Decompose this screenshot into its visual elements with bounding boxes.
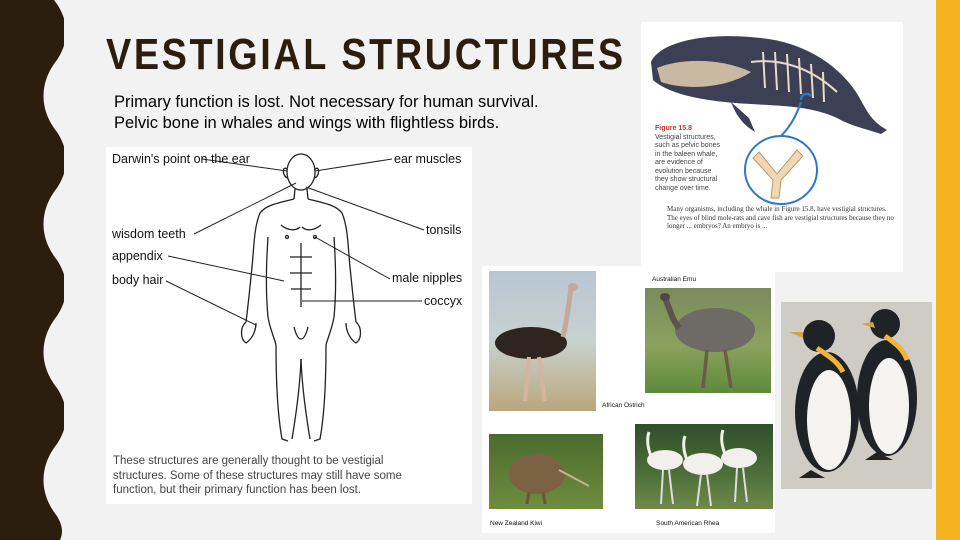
figure-title: Figure 15.8: [655, 125, 692, 132]
label-australian-emu: Australian Emu: [652, 276, 697, 283]
penguins-photo: [781, 302, 932, 489]
kiwi-silhouette: [489, 434, 603, 509]
label-coccyx: coccyx: [424, 294, 463, 308]
label-male-nipples: male nipples: [392, 271, 463, 285]
label-ear-muscles: ear muscles: [394, 152, 462, 166]
ostrich-photo: [489, 271, 596, 411]
diagram-caption: These structures are generally thought to be vestigial structures. Some of these structures may still have some function, but their primary function has been lost.: [113, 455, 402, 496]
label-african-ostrich: African Ostrich: [602, 402, 645, 409]
figure-caption: [655, 125, 721, 193]
left-wavy-band: [0, 0, 64, 540]
emu-photo: [645, 288, 771, 393]
description-line-2: Pelvic bone in whales and wings with flightless birds.: [114, 114, 500, 132]
label-darwins-point: Darwin's point on the ear: [112, 152, 250, 166]
textbook-excerpt: Many organisms, including the whale in Figure 15.8, have vestigial structures. The eyes of blind mole-rats and cave fish are vestigial structures because they no longer ... embryos? An embryo is ...: [667, 205, 894, 230]
slide-description: [114, 92, 539, 134]
ostrich-silhouette: [489, 271, 596, 411]
human-vestigial-diagram: [106, 147, 472, 504]
figure-caption-text: Vestigial structures, such as pelvic bones in the baleen whale, are evidence of evolution because they show structural change over time.: [655, 133, 720, 192]
slide-title: VESTIGIAL STRUCTURES: [106, 30, 626, 79]
label-body-hair: body hair: [112, 273, 164, 287]
right-accent-band: [936, 0, 960, 540]
label-south-american-rhea: South American Rhea: [656, 520, 720, 527]
rhea-photo: [635, 424, 773, 509]
flightless-birds-collage: [482, 266, 775, 533]
emu-silhouette: [645, 288, 771, 393]
rhea-silhouettes: [635, 424, 773, 509]
description-line-1: Primary function is lost. Not necessary for human survival.: [114, 93, 539, 111]
label-tonsils: tonsils: [426, 223, 462, 237]
whale-textbook-figure: [641, 22, 903, 272]
label-new-zealand-kiwi: New Zealand Kiwi: [490, 520, 543, 527]
label-wisdom-teeth: wisdom teeth: [112, 227, 186, 241]
human-body-outline: [106, 147, 472, 504]
penguin-silhouettes: [781, 302, 932, 489]
kiwi-photo: [489, 434, 603, 509]
label-appendix: appendix: [112, 249, 163, 263]
